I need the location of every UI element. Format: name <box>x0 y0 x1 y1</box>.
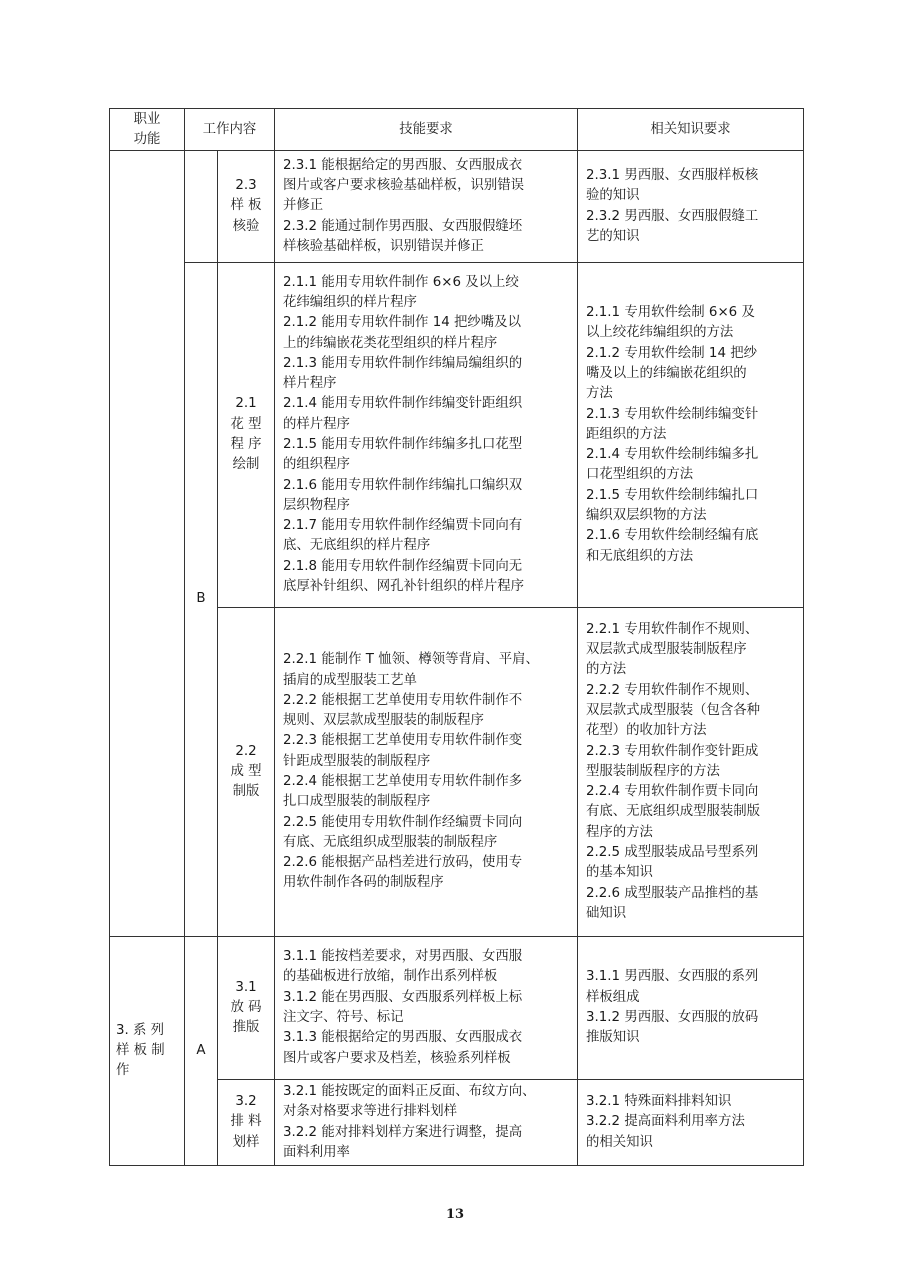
skill-line: 用软件制作各码的制版程序 <box>283 875 444 891</box>
knowledge-line: 样板组成 <box>586 989 640 1005</box>
knowledge-line: 2.1.2 专用软件绘制 14 把纱 <box>586 345 758 361</box>
knowledge-3-1 <box>578 937 804 1080</box>
knowledge-line: 双层款式成型服装（包含各种 <box>586 702 761 718</box>
skill-line: 面料利用率 <box>283 1144 350 1160</box>
skill-line: 花纬编组织的样片程序 <box>283 294 417 310</box>
header-work-content: 工作内容 <box>185 109 275 151</box>
knowledge-line: 2.1.4 专用软件绘制纬编多扎 <box>586 447 759 463</box>
skill-line: 针距成型服装的制版程序 <box>283 753 431 769</box>
skills-3-2 <box>275 1080 578 1166</box>
work-content-2-1: 2.1 花 型 程 序 绘制 <box>218 263 275 608</box>
knowledge-line: 程序的方法 <box>586 824 653 840</box>
knowledge-line: 艺的知识 <box>586 228 640 244</box>
skill-line: 2.2.4 能根据工艺单使用专用软件制作多 <box>283 774 523 789</box>
knowledge-line: 口花型组织的方法 <box>586 467 694 483</box>
skill-line: 2.2.2 能根据工艺单使用专用软件制作不 <box>283 692 523 708</box>
knowledge-line: 距组织的方法 <box>586 426 667 442</box>
knowledge-line: 2.2.2 专用软件制作不规则、 <box>586 682 759 698</box>
table-row-3-1 <box>110 937 804 1080</box>
skill-line: 2.1.7 能用专用软件制作经编贾卡同向有 <box>283 518 523 534</box>
skill-line: 规则、双层款成型服装的制版程序 <box>283 713 484 729</box>
skill-line: 2.1.2 能用专用软件制作 14 把纱嘴及以 <box>283 315 521 331</box>
skill-line: 注文字、符号、标记 <box>283 1010 404 1025</box>
header-skill-requirements: 技能要求 <box>275 109 578 151</box>
skill-line: 图片或客户要求及档差，核验系列样板 <box>283 1050 511 1066</box>
skills-2-3 <box>275 151 578 263</box>
skill-line: 对条对格要求等进行排料划样 <box>283 1104 458 1120</box>
knowledge-2-3 <box>578 151 804 263</box>
work-content-3-1: 3.1 放 码 推版 <box>218 937 275 1080</box>
knowledge-line: 方法 <box>586 386 613 402</box>
skill-line: 底、无底组织的样片程序 <box>283 538 431 554</box>
skill-line: 3.2.2 能对排料划样方案进行调整，提高 <box>283 1124 523 1140</box>
skill-line: 扎口成型服装的制版程序 <box>283 794 431 810</box>
skill-line: 并修正 <box>283 198 324 214</box>
knowledge-line: 的相关知识 <box>586 1134 653 1150</box>
skills-table <box>109 108 804 1166</box>
knowledge-line: 编织双层织物的方法 <box>586 508 707 524</box>
header-knowledge-requirements: 相关知识要求 <box>578 109 804 151</box>
skill-line: 上的纬编嵌花类花型组织的样片程序 <box>283 335 498 351</box>
table-row-2-1 <box>110 263 804 608</box>
knowledge-line: 2.2.3 专用软件制作变针距成 <box>586 743 759 759</box>
knowledge-line: 3.1.1 男西服、女西服的系列 <box>586 969 759 985</box>
knowledge-line: 3.2.1 特殊面料排料知识 <box>586 1094 732 1110</box>
skill-line: 2.2.5 能使用专用软件制作经编贾卡同向 <box>283 814 523 830</box>
header-row <box>110 109 804 151</box>
skill-line: 样核验基础样板，识别错误并修正 <box>283 238 484 254</box>
knowledge-line: 验的知识 <box>586 188 640 204</box>
skill-line: 3.2.1 能按既定的面料正反面、布纹方向、 <box>283 1084 536 1099</box>
page-number: 13 <box>445 1207 465 1222</box>
skill-line: 2.2.3 能根据工艺单使用专用软件制作变 <box>283 733 523 749</box>
skill-line: 2.1.1 能用专用软件制作 6×6 及以上绞 <box>283 274 519 290</box>
header-function: 职业 功能 <box>110 109 185 151</box>
skill-line: 2.1.4 能用专用软件制作纬编变针距组织 <box>283 396 523 412</box>
knowledge-line: 推版知识 <box>586 1030 640 1046</box>
work-content-3-2: 3.2 排 料 划样 <box>218 1080 275 1166</box>
skills-2-2 <box>275 608 578 937</box>
knowledge-line: 有底、无底组织成型服装制版 <box>586 804 761 820</box>
knowledge-line: 花型）的收加针方法 <box>586 723 707 739</box>
skill-line: 2.2.1 能制作 T 恤领、樽领等背肩、平肩、 <box>283 652 539 668</box>
function-cell-blank <box>110 151 185 937</box>
knowledge-line: 2.1.6 专用软件绘制经编有底 <box>586 528 759 544</box>
skills-3-1 <box>275 937 578 1080</box>
level-cell-a: A <box>185 937 218 1166</box>
level-cell-blank <box>185 151 218 263</box>
skill-line: 2.2.6 能根据产品档差进行放码，使用专 <box>283 855 523 871</box>
knowledge-line: 的方法 <box>586 662 627 678</box>
knowledge-line: 2.2.1 专用软件制作不规则、 <box>586 621 759 637</box>
knowledge-line: 2.2.5 成型服装成品号型系列 <box>586 845 759 861</box>
skill-line: 2.3.2 能通过制作男西服、女西服假缝坯 <box>283 218 523 234</box>
knowledge-2-1 <box>578 263 804 608</box>
table-row-2-3 <box>110 151 804 263</box>
skill-line: 2.3.1 能根据给定的男西服、女西服成衣 <box>283 157 523 173</box>
skill-line: 图片或客户要求核验基础样板，识别错误 <box>283 178 525 194</box>
level-cell-b: B <box>185 263 218 937</box>
skill-line: 样片程序 <box>283 376 337 392</box>
knowledge-line: 双层款式成型服装制版程序 <box>586 642 747 658</box>
skill-line: 的组织程序 <box>283 457 350 473</box>
skill-line: 3.1.3 能根据给定的男西服、女西服成衣 <box>283 1030 523 1046</box>
skill-line: 2.1.6 能用专用软件制作纬编扎口编织双 <box>283 477 523 493</box>
knowledge-line: 以上绞花纬编组织的方法 <box>586 325 734 341</box>
skill-line: 3.1.2 能在男西服、女西服系列样板上标 <box>283 989 523 1005</box>
knowledge-line: 型服装制版程序的方法 <box>586 763 720 779</box>
knowledge-line: 嘴及以上的纬编嵌花组织的 <box>586 365 747 381</box>
knowledge-line: 2.2.6 成型服装产品推档的基 <box>586 885 759 901</box>
skill-line: 层织物程序 <box>283 497 350 513</box>
knowledge-line: 2.3.1 男西服、女西服样板核 <box>586 167 759 183</box>
skill-line: 插肩的成型服装工艺单 <box>283 672 417 688</box>
knowledge-line: 和无底组织的方法 <box>586 548 694 564</box>
knowledge-line: 的基本知识 <box>586 865 653 881</box>
skill-line: 的样片程序 <box>283 416 350 432</box>
skill-line: 的基础板进行放缩，制作出系列样板 <box>283 969 498 985</box>
skill-line: 2.1.3 能用专用软件制作纬编局编组织的 <box>283 355 523 371</box>
knowledge-line: 3.1.2 男西服、女西服的放码 <box>586 1010 759 1025</box>
knowledge-line: 2.2.4 专用软件制作贾卡同向 <box>586 784 759 800</box>
knowledge-2-2 <box>578 608 804 937</box>
function-cell-3: 3. 系 列 样 板 制 作 <box>110 937 185 1166</box>
knowledge-3-2 <box>578 1080 804 1166</box>
skill-line: 有底、无底组织成型服装的制版程序 <box>283 834 498 850</box>
skill-line: 3.1.1 能按档差要求，对男西服、女西服 <box>283 949 523 965</box>
skill-line: 底厚补针组织、网孔补针组织的样片程序 <box>283 579 525 595</box>
work-content-2-3: 2.3 样 板 核验 <box>218 151 275 263</box>
knowledge-line: 2.1.5 专用软件绘制纬编扎口 <box>586 487 759 503</box>
knowledge-line: 3.2.2 提高面料利用率方法 <box>586 1114 745 1130</box>
knowledge-line: 2.1.1 专用软件绘制 6×6 及 <box>586 305 755 321</box>
knowledge-line: 础知识 <box>586 905 627 921</box>
skill-line: 2.1.5 能用专用软件制作纬编多扎口花型 <box>283 437 523 452</box>
knowledge-line: 2.3.2 男西服、女西服假缝工 <box>586 208 759 224</box>
knowledge-line: 2.1.3 专用软件绘制纬编变针 <box>586 406 759 422</box>
skills-2-1 <box>275 263 578 608</box>
work-content-2-2: 2.2 成 型 制版 <box>218 608 275 937</box>
skill-line: 2.1.8 能用专用软件制作经编贾卡同向无 <box>283 558 523 574</box>
